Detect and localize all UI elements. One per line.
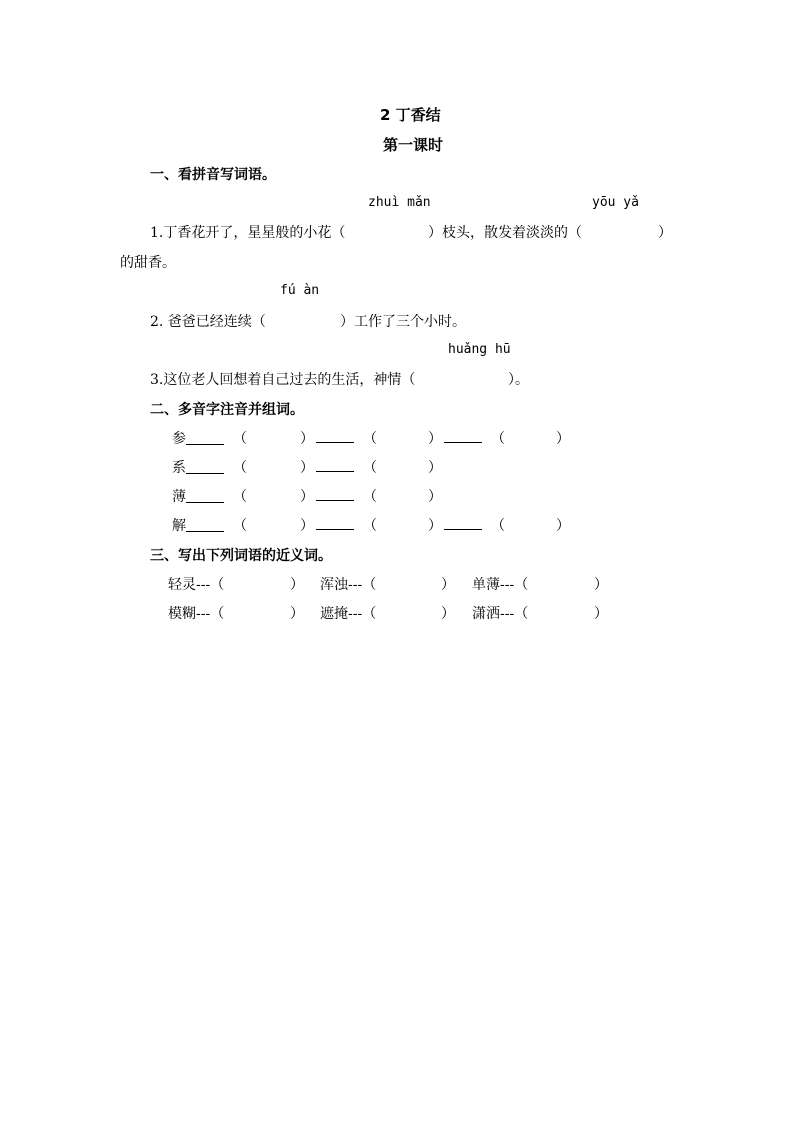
page-subtitle: 第一课时 (383, 136, 444, 154)
q1-text-a: 1.丁香花开了，星星般的小花（ (150, 225, 346, 241)
pinyin-blank[interactable] (186, 430, 224, 445)
pinyin-blank[interactable] (444, 428, 482, 443)
q3-pinyin: huǎng hū (448, 342, 511, 357)
page-title: 2 丁香结 (380, 106, 441, 124)
q1-pinyin-b: yōu yǎ (592, 195, 639, 210)
polyphone-char: 解 (172, 518, 186, 534)
close-paren: ） (556, 518, 570, 534)
q1-text-c: ） (658, 225, 672, 241)
close-paren: ） (300, 460, 314, 476)
q2-text-b: ）工作了三个小时。 (340, 314, 466, 330)
pinyin-blank[interactable] (316, 486, 354, 501)
pinyin-blank[interactable] (316, 457, 354, 472)
synonym-item: 模糊---（ (168, 606, 225, 622)
open-paren: （ (363, 431, 377, 447)
synonym-item: 轻灵---（ (168, 577, 225, 593)
synonym-item: 潇洒---（ (472, 606, 529, 622)
open-paren: （ (491, 518, 505, 534)
pinyin-blank[interactable] (316, 428, 354, 443)
synonym-item: 单薄---（ (472, 577, 529, 593)
q3-text-b: ）。 (508, 372, 529, 388)
close-paren: ） (290, 577, 304, 593)
close-paren: ） (300, 431, 314, 447)
open-paren: （ (233, 518, 247, 534)
pinyin-blank[interactable] (186, 517, 224, 532)
pinyin-blank[interactable] (444, 515, 482, 530)
close-paren: ） (300, 489, 314, 505)
close-paren: ） (594, 577, 608, 593)
open-paren: （ (233, 431, 247, 447)
close-paren: ） (428, 489, 442, 505)
q3-text-a: 3.这位老人回想着自己过去的生活，神情（ (150, 372, 416, 388)
q2-pinyin: fú àn (280, 283, 320, 298)
close-paren: ） (290, 606, 304, 622)
q1-pinyin-a: zhuì mǎn (368, 195, 431, 210)
open-paren: （ (233, 460, 247, 476)
open-paren: （ (363, 518, 377, 534)
polyphone-char: 薄 (172, 489, 186, 505)
open-paren: （ (491, 431, 505, 447)
close-paren: ） (594, 606, 608, 622)
q1-text-d: 的甜香。 (120, 255, 176, 271)
close-paren: ） (441, 577, 455, 593)
open-paren: （ (363, 489, 377, 505)
section1-heading: 一、看拼音写词语。 (150, 167, 276, 183)
pinyin-blank[interactable] (316, 515, 354, 530)
section3-heading: 三、写出下列词语的近义词。 (150, 548, 332, 564)
pinyin-blank[interactable] (186, 459, 224, 474)
close-paren: ） (441, 606, 455, 622)
open-paren: （ (363, 460, 377, 476)
close-paren: ） (428, 431, 442, 447)
q1-text-b: ）枝头，散发着淡淡的（ (428, 225, 582, 241)
synonym-item: 遮掩---（ (320, 606, 377, 622)
close-paren: ） (556, 431, 570, 447)
synonym-item: 浑浊---（ (320, 577, 377, 593)
polyphone-char: 系 (172, 460, 186, 476)
open-paren: （ (233, 489, 247, 505)
close-paren: ） (428, 460, 442, 476)
q2-text-a: 2. 爸爸已经连续（ (150, 314, 266, 330)
close-paren: ） (300, 518, 314, 534)
pinyin-blank[interactable] (186, 488, 224, 503)
section2-heading: 二、多音字注音并组词。 (150, 402, 304, 418)
polyphone-char: 参 (172, 431, 186, 447)
close-paren: ） (428, 518, 442, 534)
